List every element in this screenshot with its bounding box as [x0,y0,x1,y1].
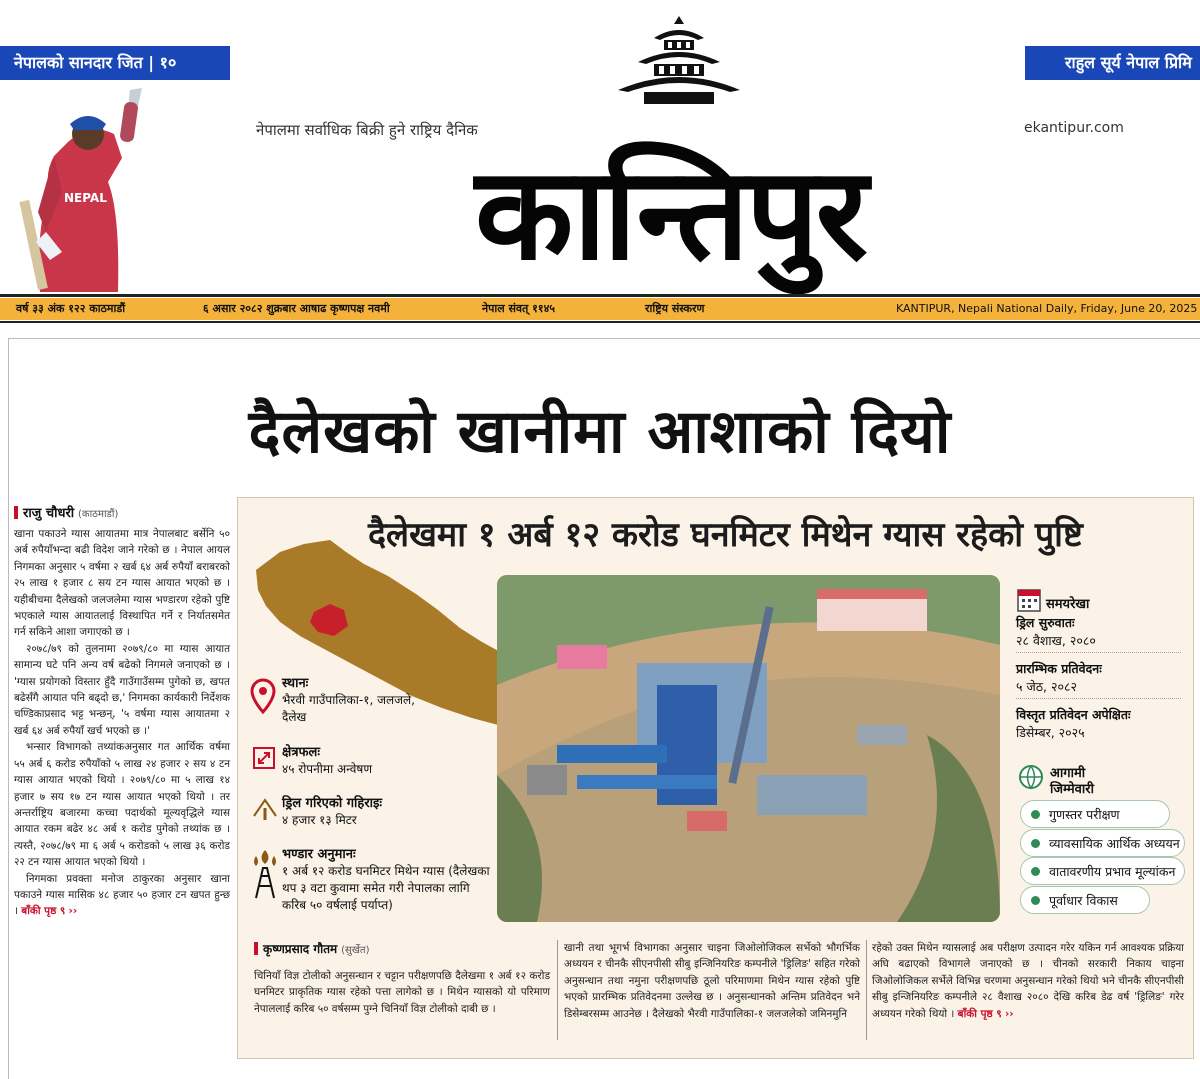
timeline-item: ड्रिल सुरुवातः २८ वैशाख, २०८० [1016,615,1096,648]
gas-well-icon [250,848,280,900]
column-divider [557,940,558,1040]
timeline-title: समयरेखा [1046,597,1090,612]
column-divider [866,940,867,1040]
globe-icon [1018,764,1044,790]
volume-info: वर्ष ३३ अंक १२२ काठमाडौं [16,302,126,315]
lead-byline [14,503,229,521]
sub-story-col1: चिनियाँ विज्ञ टोलीको अनुसन्धान र चट्टान परीक्षणपछि दैलेखमा १ अर्ब १२ करोड घनमिटर प्राकृतिक ग्यास रहेको पत्ता लागेको छ । मिथेन ग्यासको यो परिमाण नेपाललाई करिब ५० वर्षसम्म पुग्ने चिनियाँ विज्ञ टोलीको दाबी छ । [254,970,550,1015]
future-item: वातावरणीय प्रभाव मूल्यांकन [1020,857,1185,885]
lead-paragraph: भन्सार विभागको तथ्यांकअनुसार गत आर्थिक वर्षमा ५५ अर्ब ६ करोड रुपैयाँको ५ लाख २४ हजार २ सय ४ टन ग्यास आयात भएको थियो । २०७९/८० मा ५ लाख १४ हजार ७ सय १७ टन ग्यास आयात भएको थियो । तर अन्तर्राष्ट्रिय बजारमा कच्चा पदार्थको मूल्यवृद्धिले ग्यास आयात रकम बढेर ४८ अर्ब १ करोड पुगेको तथ्यांक छ । त्यस्तै, २०७८/७९ मा ६ अर्ब ५ करोडको ५ लाख ३६ करोड २२ टन ग्यास आयात भएको थियो । [14,741,230,869]
area-block [282,744,422,778]
future-item: गुणस्तर परीक्षण [1020,800,1170,828]
lead-paragraph: खाना पकाउने ग्यास आयातमा मात्र नेपालबाट बर्सेनि ५० अर्ब रुपैयाँभन्दा बढी विदेश जाने गरेको छ । नेपाल आयल निगमका अनुसार ५ वर्षमा २ खर्ब ६४ अर्ब रुपैयाँ बराबरको २५ लाख १ हजार ८ सय टन ग्यास आयात भएको छ । यहीबीचमा दैलेखको जलजलेमा ग्यास भण्डारण रहेको पुष्टि भएकाले ग्यास आयातलाई विस्थापित गर्ने र निर्यातसमेत गर्न सकिने आशा जगाएको छ । [14,528,230,639]
nepal-sambat: नेपाल संवत् ११४५ [482,302,556,315]
sub-author: कृष्णप्रसाद गौतम [263,942,338,956]
date-nepali: ६ असार २०८२ शुक्रबार आषाढ कृष्णपक्ष नवमी [203,302,390,315]
continued-link[interactable]: बाँकी पृष्ठ ९ [21,905,66,918]
top-left-banner[interactable]: नेपालको सानदार जित | १० [0,46,230,80]
main-headline[interactable]: दैलेखको खानीमा आशाको दियो [248,397,952,467]
future-item: व्यावसायिक आर्थिक अध्ययन [1020,829,1185,857]
infographic-title[interactable]: दैलेखमा १ अर्ब १२ करोड घनमिटर मिथेन ग्यास रहेको पुष्टि [368,515,1083,555]
lead-paragraph: २०७८/७९ को तुलनामा २०७९/८० मा ग्यास आयात सामान्य घटे पनि अन्य वर्ष बढेको निगमले जनाएको छ । 'ग्यास प्रयोगको विस्तार हुँदै गाउँगाउँसम्म पुगेको छ, खपत बढेसँगै आयात पनि बढ्दो छ,' निगमका कार्यकारी निर्देशक चण्डिकाप्रसाद भट्ट भन्छन्, '५ वर्षमा ग्यास आयातमा २ खर्ब ६४ अर्ब रुपैयाँ खर्च भएको छ ।' [14,642,230,737]
drill-site-photo [497,575,1000,922]
top-right-banner[interactable]: राहुल सूर्य नेपाल प्रिमि [1025,46,1200,80]
future-item: पूर्वाधार विकास [1020,886,1150,914]
depth-block [282,795,442,829]
edition-bar [0,298,1200,320]
location-value: भैरवी गाउँपालिका-१, जलजले, दैलेख [282,693,415,724]
svg-text:NEPAL: NEPAL [64,191,107,205]
reserve-label: भण्डार अनुमानः [282,847,356,862]
depth-label: ड्रिल गरिएको गहिराइः [282,796,383,811]
sub-byline [254,940,370,957]
newspaper-logo[interactable]: कान्तिपुर [474,140,866,289]
lead-dateline: (काठमाडौं) [78,509,119,520]
area-label: क्षेत्रफलः [282,745,320,760]
sub-dateline: (सुर्खेत) [341,945,370,956]
temple-logo-icon [614,14,744,106]
reserve-value: १ अर्ब १२ करोड घनमिटर मिथेन ग्यास (दैलेखका थप ३ वटा कुवामा समेत गरी नेपालका लागि करिब ५० वर्षलाई पर्याप्त) [282,864,490,912]
location-label: स्थानः [282,676,309,691]
sub-continued-link[interactable]: बाँकी पृष्ठ ९ [957,1007,1002,1020]
edition-bar-rule [0,321,1200,323]
masthead-tagline: नेपालमा सर्वाधिक बिक्री हुने राष्ट्रिय दैनिक [256,121,478,139]
area-expand-icon [252,746,276,770]
reserve-block [282,846,492,914]
lead-paragraph: निगमका प्रवक्ता मनोज ठाकुरका अनुसार खाना पकाउने ग्यास मासिक ४८ हजार ५० हजार टन खपत हुन्छ । बाँकी पृष्ठ ९ ›› [14,872,230,918]
lead-story-body [14,526,230,920]
lead-author: राजु चौधरी [23,506,75,521]
cricketer-photo [10,82,145,292]
edition-name: राष्ट्रिय संस्करण [645,302,705,315]
location-pin-icon [250,678,276,714]
timeline-divider [1016,652,1181,653]
drill-depth-icon [252,796,278,822]
sub-story-col3: रहेको उक्त मिथेन ग्यासलाई अब परीक्षण उत्पादन गरेर यकिन गर्न आवश्यक प्रक्रिया अघि बढाएको विभागले जनाएको छ । चीनको सरकारी निकाय चाइना जिओलोजिकल सर्भेले विभिन्न चरणमा अनुसन्धान गरेको थियो भने चीनकै सीएनपीसी सीबु इन्जिनियरिङ कम्पनीले २८ वैशाख २०८० देखि करिब डेढ वर्ष 'ड्रिलिङ' गरेर अध्ययन गरेको थियो । बाँकी पृष्ठ ९ ›› [872,942,1184,1020]
timeline-item: विस्तृत प्रतिवेदन अपेक्षितः डिसेम्बर, २०२५ [1016,707,1131,740]
timeline-divider [1016,698,1181,699]
area-value: ४५ रोपनीमा अन्वेषण [282,762,373,776]
byline-marker [254,942,258,955]
byline-marker [14,506,18,519]
continue-arrow-icon: ›› [68,905,78,918]
website-link[interactable]: ekantipur.com [1024,120,1124,136]
depth-value: ४ हजार १३ मिटर [282,813,357,827]
english-dateline: KANTIPUR, Nepali National Daily, Friday, June 20, 2025 [896,302,1198,315]
future-title: आगामी जिम्मेवारी [1050,766,1094,797]
location-block [282,675,422,726]
calendar-icon [1016,585,1042,613]
sub-story-col2: खानी तथा भूगर्भ विभागका अनुसार चाइना जिओलोजिकल सर्भेको भौगर्भिक अध्ययन र चीनकै सीएनपीसी सीबु इन्जिनियरिङ कम्पनीले 'ड्रिलिङ' सहित गरेको अनुसन्धान तथा नमुना परीक्षणपछि ठूलो परिमाणमा मिथेन ग्यास रहेको पुष्टि भएको प्रारम्भिक प्रतिवेदनमा उल्लेख छ । अनुसन्धानको अन्तिम प्रतिवेदन भने डिसेम्बरसम्म आउनेछ । दैलेखको भैरवी गाउँपालिका-१ जलजलेको जमिनमुनि [564,942,860,1020]
masthead-rule [0,294,1200,297]
timeline-item: प्रारम्भिक प्रतिवेदनः ५ जेठ, २०८२ [1016,661,1102,694]
continue-arrow-icon: ›› [1004,1007,1014,1020]
